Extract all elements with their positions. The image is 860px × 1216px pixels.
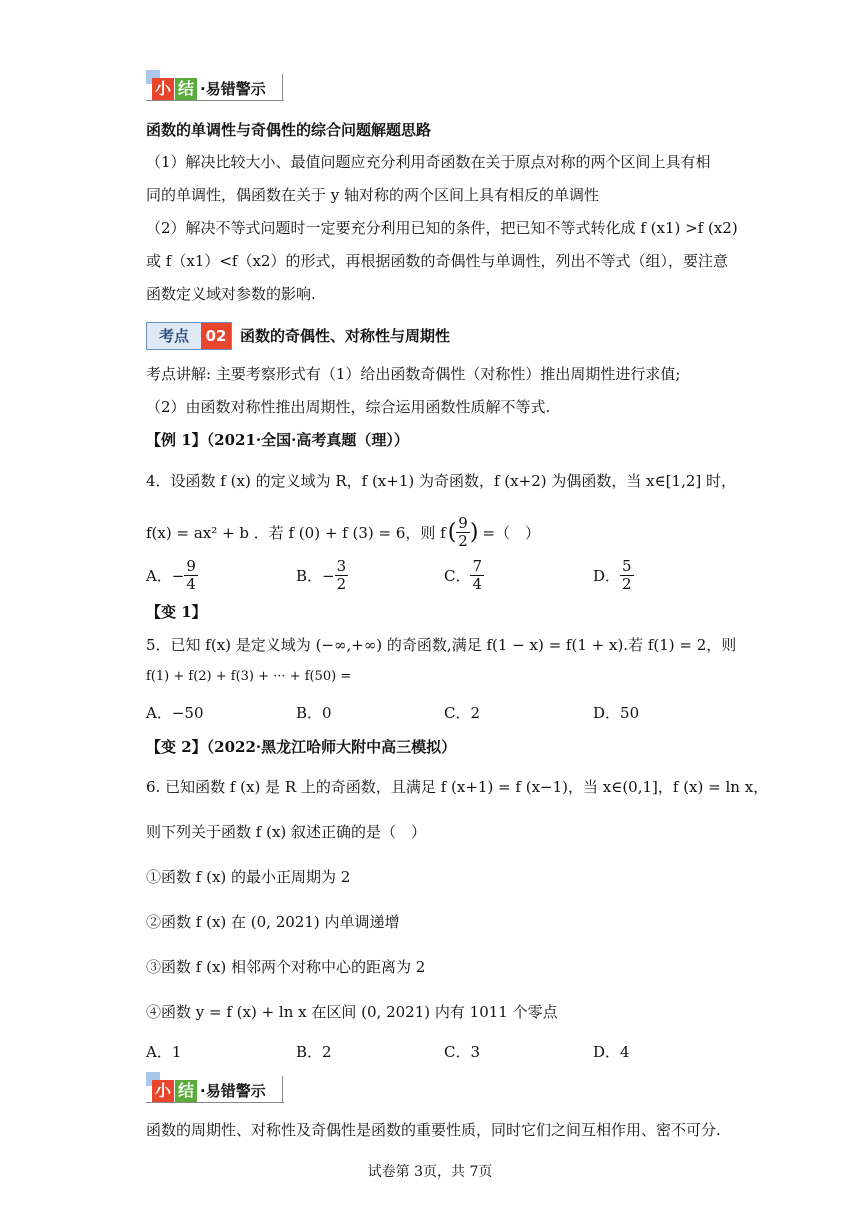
question-line: f(1) + f(2) + f(3) + ··· + f(50) = xyxy=(146,669,352,684)
kaodian-label: 考点 xyxy=(158,327,189,345)
option-c xyxy=(444,558,484,593)
paragraph-line: 同的单调性，偶函数在关于 y 轴对称的两个区间上具有相反的单调性 xyxy=(146,186,600,204)
statement-item: ②函数 f (x) 在 (0, 2021) 内单调递增 xyxy=(146,913,400,931)
banner-text: ·易错警示 xyxy=(200,80,266,98)
fraction-numerator: 9 xyxy=(186,557,196,575)
variant-tag: 【变 2】（2022·黑龙江哈师大附中高三模拟） xyxy=(146,738,457,756)
kaodian-tag xyxy=(146,322,232,350)
variant-tag: 【变 1】 xyxy=(146,603,207,621)
question-text: f(x) = ax² + b ．若 f (0) + f (3) = 6，则 f xyxy=(146,523,446,542)
fraction-numerator: 9 xyxy=(458,514,468,532)
statement-item: ④函数 y = f (x) + ln x 在区间 (0, 2021) 内有 1011 个零点 xyxy=(146,1003,558,1021)
fraction-denominator: 2 xyxy=(458,532,468,550)
option-fraction xyxy=(620,558,634,593)
paragraph-line: （1）解决比较大小、最值问题应充分利用奇函数在关于原点对称的两个区间上具有相 xyxy=(146,153,711,171)
paragraph-line: 函数定义域对参数的影响. xyxy=(146,285,316,303)
option-d: D．4 xyxy=(593,1043,630,1061)
statement-item: ①函数 f (x) 的最小正周期为 2 xyxy=(146,868,351,886)
banner-char-small: 小 xyxy=(152,78,174,100)
paren-open: ( xyxy=(447,519,457,545)
paren-close: ) xyxy=(469,519,479,545)
option-fraction xyxy=(470,558,484,593)
question-blank: =（ ） xyxy=(482,523,540,542)
banner-underline xyxy=(146,1102,284,1103)
kaodian-number: 02 xyxy=(201,323,231,349)
banner-char-knot: 结 xyxy=(175,78,197,100)
paragraph-line: （2）解决不等式问题时一定要充分利用已知的条件，把已知不等式转化成 f (x1) >f (x2) xyxy=(146,219,738,237)
option-d xyxy=(593,558,634,593)
question-line xyxy=(146,515,540,550)
fraction xyxy=(456,515,470,550)
fraction-denominator: 2 xyxy=(622,575,632,593)
question-line: 5．已知 f(x) 是定义域为 (−∞,+∞) 的奇函数,满足 f(1 − x) = f(1 + x).若 f(1) = 2，则 xyxy=(146,636,737,654)
option-fraction xyxy=(335,558,349,593)
paragraph-line: 或 f（x1）<f（x2）的形式，再根据函数的奇偶性与单调性，列出不等式（组），要注意 xyxy=(146,252,728,270)
option-a: A．1 xyxy=(146,1043,182,1061)
option-label: B．− xyxy=(296,566,335,585)
option-a xyxy=(146,558,198,593)
option-label: D． xyxy=(593,566,621,585)
kaodian-title: 函数的奇偶性、对称性与周期性 xyxy=(240,327,451,345)
fraction-denominator: 4 xyxy=(186,575,196,593)
summary-banner xyxy=(146,1072,286,1106)
option-c: C．2 xyxy=(444,704,481,722)
question-line: 4．设函数 f (x) 的定义域为 R，f (x+1) 为奇函数，f (x+2) 为偶函数，当 x∈[1,2] 时， xyxy=(146,472,737,490)
fraction-numerator: 5 xyxy=(622,557,632,575)
banner-underline xyxy=(146,100,284,101)
explain-line: 考点讲解: 主要考察形式有（1）给出函数奇偶性（对称性）推出周期性进行求值; xyxy=(146,365,681,383)
option-c: C．3 xyxy=(444,1043,481,1061)
option-fraction xyxy=(184,558,198,593)
option-label: C． xyxy=(444,566,471,585)
banner-divider xyxy=(282,74,283,101)
page-footer: 试卷第 3页，共 7页 xyxy=(367,1164,493,1180)
summary-banner xyxy=(146,70,286,104)
option-label: A．− xyxy=(146,566,185,585)
option-b: B．2 xyxy=(296,1043,332,1061)
banner-divider xyxy=(282,1076,283,1103)
fraction-numerator: 3 xyxy=(336,557,347,575)
fraction-numerator: 7 xyxy=(472,557,483,575)
summary-text: 函数的周期性、对称性及奇偶性是函数的重要性质，同时它们之间互相作用、密不可分. xyxy=(146,1121,721,1139)
banner-char-knot: 结 xyxy=(175,1080,197,1102)
option-a: A．−50 xyxy=(146,704,204,722)
question-line: 6. 已知函数 f (x) 是 R 上的奇函数，且满足 f (x+1) = f (x−1)，当 x∈(0,1]，f (x) = ln x， xyxy=(146,778,769,796)
explain-line: （2）由函数对称性推出周期性，综合运用函数性质解不等式. xyxy=(146,398,551,416)
question-line: 则下列关于函数 f (x) 叙述正确的是（ ） xyxy=(146,823,427,841)
banner-text: ·易错警示 xyxy=(200,1082,266,1100)
option-b xyxy=(296,558,348,593)
option-d: D．50 xyxy=(593,704,640,722)
example-tag: 【例 1】（2021·全国·高考真题（理）） xyxy=(146,431,409,449)
section-heading: 函数的单调性与奇偶性的综合问题解题思路 xyxy=(146,121,432,139)
fraction-denominator: 4 xyxy=(472,575,483,593)
statement-item: ③函数 f (x) 相邻两个对称中心的距离为 2 xyxy=(146,958,426,976)
fraction-denominator: 2 xyxy=(336,575,347,593)
option-b: B．0 xyxy=(296,704,332,722)
banner-char-small: 小 xyxy=(152,1080,174,1102)
